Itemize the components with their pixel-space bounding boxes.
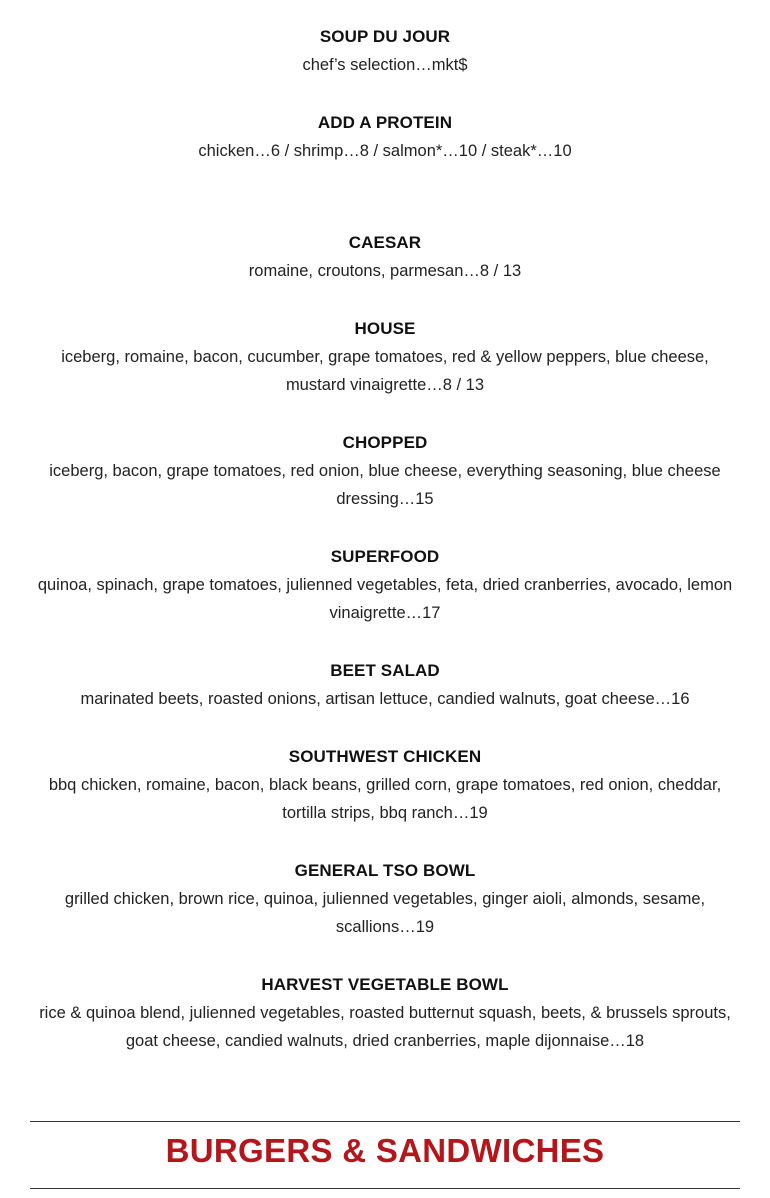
item-description: romaine, croutons, parmesan…8 / 13 [248, 262, 522, 280]
item-name: CHOPPED [342, 433, 428, 452]
item-description: quinoa, spinach, grape tomatoes, julienned vegetables, feta, dried cranberries, avocado, lemon vinaigrette…17 [37, 576, 733, 622]
item-description: grilled chicken, brown rice, quinoa, julienned vegetables, ginger aioli, almonds, sesame, scallions…19 [64, 890, 706, 936]
menu-item-soup-du-jour [30, 23, 740, 79]
item-name: SOUP DU JOUR [319, 27, 451, 46]
menu-item-add-a-protein [30, 109, 740, 165]
item-description: chicken…6 / shrimp…8 / salmon*…10 / steak*…10 [198, 142, 572, 160]
item-name: GENERAL TSO BOWL [294, 861, 476, 880]
item-name: SUPERFOOD [330, 547, 440, 566]
section-divider-bottom [30, 1188, 740, 1189]
item-name: HARVEST VEGETABLE BOWL [261, 975, 509, 994]
menu-item-superfood [30, 543, 740, 627]
item-name: ADD A PROTEIN [317, 113, 453, 132]
menu-item-caesar [30, 229, 740, 285]
item-description: chef’s selection…mkt$ [302, 56, 468, 74]
item-description: marinated beets, roasted onions, artisan lettuce, candied walnuts, goat cheese…16 [80, 690, 690, 708]
item-name: BEET SALAD [330, 661, 440, 680]
item-description: bbq chicken, romaine, bacon, black beans, grilled corn, grape tomatoes, red onion, cheddar, tortilla strips, bbq ranch…19 [48, 776, 722, 822]
menu-item-chopped [30, 429, 740, 513]
menu-item-southwest-chicken [30, 743, 740, 827]
section-title-burgers-sandwiches: BURGERS & SANDWICHES [165, 1132, 605, 1169]
menu-item-beet-salad [30, 657, 740, 713]
item-description: iceberg, romaine, bacon, cucumber, grape tomatoes, red & yellow peppers, blue cheese, mustard vinaigrette…8 / 13 [61, 348, 709, 394]
item-description: iceberg, bacon, grape tomatoes, red onion, blue cheese, everything seasoning, blue cheese dressing…15 [49, 462, 721, 508]
menu-item-house [30, 315, 740, 399]
item-description: rice & quinoa blend, julienned vegetables, roasted butternut squash, beets, & brussels sprouts, goat cheese, candied walnuts, dried cranberries, maple dijonnaise…18 [39, 1004, 731, 1050]
section-divider-top [30, 1121, 740, 1122]
menu-item-general-tso-bowl [30, 857, 740, 941]
item-name: CAESAR [348, 233, 422, 252]
menu-item-harvest-vegetable-bowl [30, 971, 740, 1055]
item-name: HOUSE [354, 319, 416, 338]
item-name: SOUTHWEST CHICKEN [288, 747, 482, 766]
